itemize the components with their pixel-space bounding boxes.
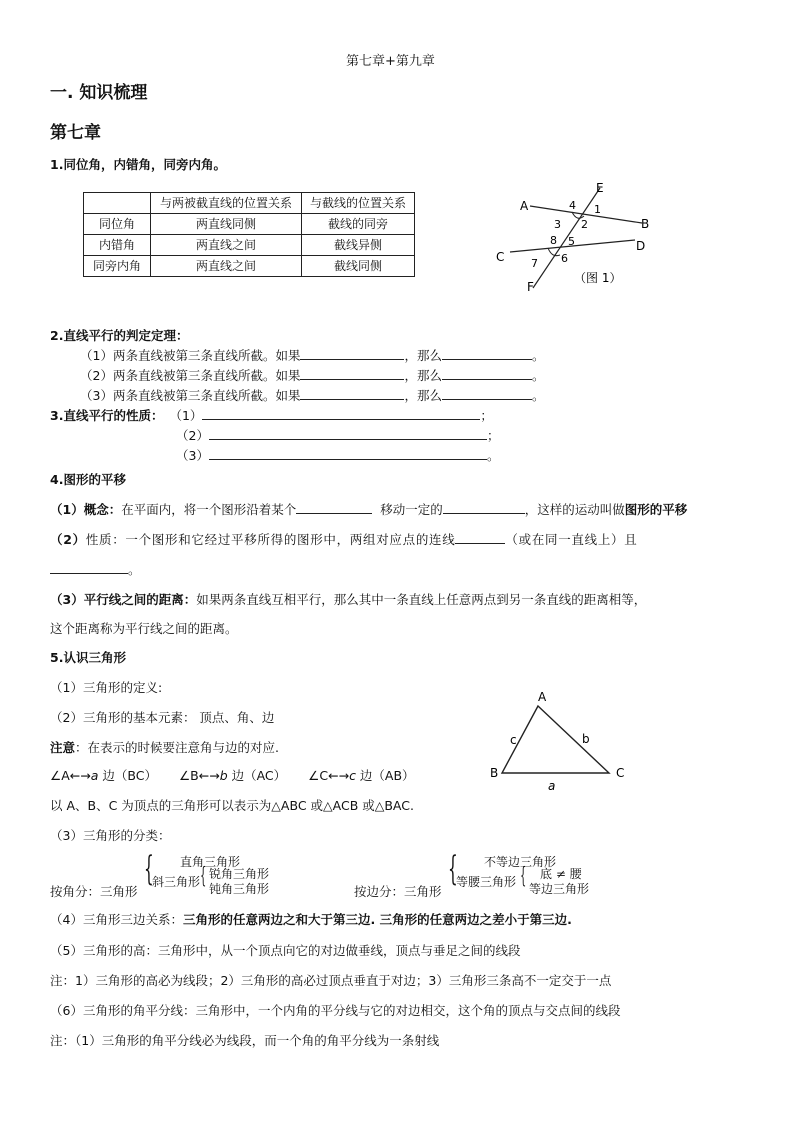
- brace-icon: {: [144, 849, 154, 889]
- nature-label: （2）: [50, 532, 86, 547]
- fill-blank[interactable]: [455, 531, 505, 544]
- vertex-label: A: [538, 690, 547, 704]
- table-cell: 与截线的位置关系: [302, 193, 415, 214]
- point-label: A: [520, 199, 529, 213]
- s4-distance: [50, 590, 646, 608]
- fill-blank[interactable]: [442, 387, 532, 400]
- vertex-label: B: [490, 766, 499, 780]
- s3-item: （3）: [176, 448, 209, 463]
- s5-note: [50, 738, 279, 756]
- point-label: B: [641, 217, 650, 231]
- table-cell: 截线的同旁: [302, 214, 415, 235]
- s3-item: （1）: [169, 408, 203, 423]
- s2-then: ，那么: [404, 348, 442, 363]
- s3-end: 。: [486, 448, 500, 463]
- s5-elements: （2）三角形的基本元素： 顶点、角、边: [50, 710, 275, 725]
- s5-definition: （1）三角形的定义:: [50, 680, 163, 695]
- figure-1-diagram: [490, 178, 690, 298]
- height-text: 三角形中，从一个顶点向它的对边做垂线，顶点与垂足之间的线段: [157, 943, 521, 958]
- s5-bisector-note: 注：（1）三角形的角平分线必为线段，而一个角的角平分线为一条射线: [50, 1033, 440, 1048]
- angle-label: 5: [568, 235, 575, 248]
- brace-icon: {: [448, 849, 458, 889]
- s3-line-3: [176, 446, 499, 464]
- brace-icon: {: [200, 864, 207, 889]
- vertex-label: C: [616, 766, 625, 780]
- triangle-abc: [502, 706, 609, 773]
- figure-caption: （图 1）: [574, 271, 622, 285]
- table-cell: 截线异侧: [302, 235, 415, 256]
- table-row: [84, 214, 415, 235]
- concept-bold: 图形的平移: [624, 502, 688, 517]
- fill-blank[interactable]: [296, 501, 372, 514]
- fill-blank[interactable]: [202, 407, 480, 420]
- angle-obtuse: 钝角三角形: [209, 882, 270, 896]
- s3-item: （2）: [176, 428, 209, 443]
- fill-blank[interactable]: [300, 367, 404, 380]
- s4-distance-cont: 这个距离称为平行线之间的距离。: [50, 621, 238, 636]
- s2-title: 2.直线平行的判定定理：: [50, 328, 189, 343]
- page-title: 第七章+第九章: [346, 54, 435, 69]
- concept-text: 移动一定的: [380, 502, 443, 517]
- s5-height-note: 注：1）三角形的高必为线段；2）三角形的高必过顶点垂直于对边；3）三角形三条高不一定交于一点: [50, 973, 612, 988]
- angle-table: [83, 192, 415, 277]
- fill-blank[interactable]: [442, 347, 532, 360]
- corr-text: 边（AC）: [227, 768, 287, 783]
- fill-blank[interactable]: [443, 501, 525, 514]
- table-cell: 两直线之间: [151, 256, 302, 277]
- s2-item-text: （1）两条直线被第三条直线所截。如果: [80, 348, 301, 363]
- angle-acute: 锐角三角形: [209, 867, 270, 881]
- angle-label: 1: [594, 203, 601, 216]
- s3-line-1: [50, 406, 493, 424]
- point-label: F: [527, 280, 534, 294]
- nature-end: 。: [128, 562, 141, 577]
- s2-then: ，那么: [404, 388, 442, 403]
- distance-label: （3）平行线之间的距离：: [50, 592, 197, 607]
- side-label: b: [582, 732, 590, 746]
- table-row: [84, 256, 415, 277]
- note-label: 注意: [50, 740, 76, 755]
- side-scalene: 不等边三角形: [484, 855, 557, 869]
- angle-label: 3: [554, 218, 561, 231]
- by-side-label: 按边分：三角形: [354, 884, 442, 899]
- bisector-text: 三角形中，一个内角的平分线与它的对边相交，这个角的顶点与交点间的线段: [195, 1003, 621, 1018]
- side-equilateral: 等边三角形: [529, 882, 590, 896]
- corr-angle: ∠A←→: [50, 768, 91, 783]
- corr-side: c: [349, 768, 356, 783]
- table-cell: 截线同侧: [302, 256, 415, 277]
- table-cell: 两直线之间: [151, 235, 302, 256]
- side-isosceles: 等腰三角形: [456, 875, 517, 889]
- bisector-label: （6）三角形的角平分线：: [50, 1003, 196, 1018]
- s4-concept: [50, 500, 687, 518]
- corr-side: a: [90, 768, 99, 783]
- s2-item-text: （3）两条直线被第三条直线所截。如果: [80, 388, 301, 403]
- point-label: E: [596, 181, 604, 195]
- table-header-row: [84, 193, 415, 214]
- note-text: ：在表示的时候要注意角与边的对应.: [75, 740, 279, 755]
- s2-item-3: [80, 386, 545, 404]
- s3-line-2: [176, 426, 499, 444]
- s5-classify: （3）三角形的分类：: [50, 828, 171, 843]
- table-cell: 同旁内角: [84, 256, 151, 277]
- s5-represent: 以 A、B、C 为顶点的三角形可以表示为△ABC 或△ACB 或△BAC.: [50, 798, 414, 813]
- s5-height: [50, 941, 520, 959]
- angle-label: 8: [550, 234, 557, 247]
- sides-rel-label: （4）三角形三边关系：: [50, 912, 183, 927]
- angle-label: 2: [581, 218, 588, 231]
- s4-title: 4.图形的平移: [50, 472, 126, 487]
- s2-end: 。: [531, 348, 545, 363]
- concept-text: 在平面内，将一个图形沿着某个: [121, 502, 297, 517]
- s5-bisector: [50, 1001, 620, 1019]
- s3-end: ；: [486, 428, 500, 443]
- fill-blank[interactable]: [300, 347, 404, 360]
- table-cell: 同位角: [84, 214, 151, 235]
- fill-blank[interactable]: [50, 561, 128, 574]
- s5-sides-relation: [50, 910, 572, 928]
- brace-icon: {: [520, 864, 527, 889]
- angle-oblique: 斜三角形: [152, 875, 201, 889]
- s5-title: 5.认识三角形: [50, 650, 126, 665]
- by-angle-label: 按角分：三角形: [50, 884, 138, 899]
- angle-label: 7: [531, 257, 538, 270]
- s2-end: 。: [531, 368, 545, 383]
- distance-text: 如果两条直线互相平行，那么其中一条直线上任意两点到另一条直线的距离相等，: [196, 592, 647, 607]
- section-heading: 一. 知识梳理: [50, 83, 148, 103]
- table-row: [84, 235, 415, 256]
- nature-text: （或在同一直线上）且: [505, 532, 638, 547]
- fill-blank[interactable]: [442, 367, 532, 380]
- table-cell: 两直线同侧: [151, 214, 302, 235]
- table-cell: [84, 193, 151, 214]
- s2-end: 。: [531, 388, 545, 403]
- s1-title: 1.同位角，内错角，同旁内角。: [50, 157, 226, 172]
- s2-item-1: [80, 346, 545, 364]
- chapter-heading: 第七章: [50, 123, 101, 143]
- s4-nature-cont: [50, 560, 141, 578]
- corr-angle: ∠C←→: [308, 768, 350, 783]
- angle-label: 4: [569, 199, 576, 212]
- corr-side: b: [219, 768, 228, 783]
- table-cell: 内错角: [84, 235, 151, 256]
- side-base-ne: 底 ≠ 腰: [540, 867, 582, 881]
- sides-rel-text: 三角形的任意两边之和大于第三边. 三角形的任意两边之差小于第三边.: [182, 912, 572, 927]
- height-label: （5）三角形的高：: [50, 943, 158, 958]
- table-cell: 与两被截直线的位置关系: [151, 193, 302, 214]
- side-label: c: [510, 733, 517, 747]
- s2-item-2: [80, 366, 545, 384]
- point-label: D: [636, 239, 646, 253]
- s3-end: ；: [480, 408, 493, 423]
- s3-title: 3.直线平行的性质：: [50, 408, 164, 423]
- s4-nature: [50, 530, 637, 548]
- angle-right: 直角三角形: [180, 855, 241, 869]
- corr-angle: ∠B←→: [178, 768, 220, 783]
- concept-label: （1）概念：: [50, 502, 122, 517]
- point-label: C: [496, 250, 505, 264]
- s2-item-text: （2）两条直线被第三条直线所截。如果: [80, 368, 301, 383]
- triangle-diagram: [486, 688, 636, 794]
- angle-arc: [548, 248, 560, 256]
- fill-blank[interactable]: [300, 387, 404, 400]
- corr-text: 边（AB）: [355, 768, 415, 783]
- s2-then: ，那么: [404, 368, 442, 383]
- fill-blank[interactable]: [209, 447, 487, 460]
- side-label: a: [548, 779, 556, 793]
- s5-correspondence: [50, 766, 415, 784]
- angle-label: 6: [561, 252, 568, 265]
- nature-text: 性质：一个图形和它经过平移所得的图形中，两组对应点的连线: [85, 532, 456, 547]
- fill-blank[interactable]: [209, 427, 487, 440]
- concept-text: ，这样的运动叫做: [524, 502, 625, 517]
- corr-text: 边（BC）: [98, 768, 157, 783]
